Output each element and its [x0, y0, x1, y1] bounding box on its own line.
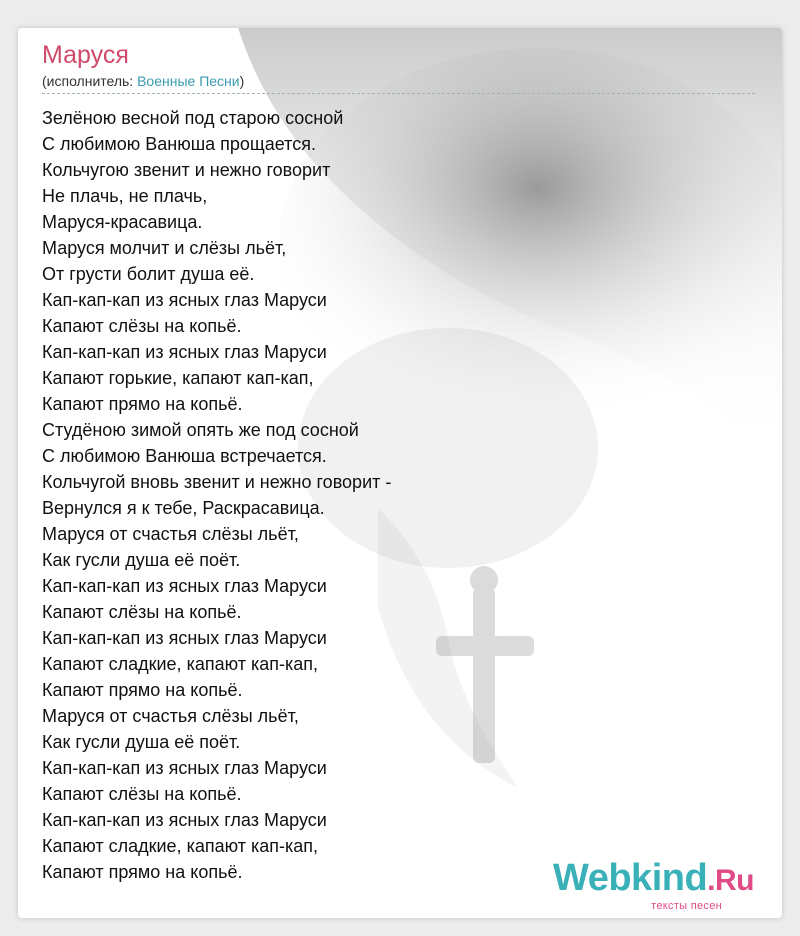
- lyric-line: С любимою Ванюша встречается.: [42, 446, 327, 466]
- lyric-line: Зелёною весной под старою сосной: [42, 108, 344, 128]
- logo-wordmark: [553, 859, 754, 900]
- lyric-line: Капают слёзы на копьё.: [42, 602, 242, 622]
- lyric-line: Капают сладкие, капают кап-кап,: [42, 836, 319, 856]
- lyric-line: Вернулся я к тебе, Раскрасавица.: [42, 498, 325, 518]
- site-logo[interactable]: [553, 859, 754, 912]
- lyric-line: Маруся от счастья слёзы льёт,: [42, 524, 299, 544]
- lyric-line: Как гусли душа её поёт.: [42, 550, 241, 570]
- lyric-line: Студёною зимой опять же под сосной: [42, 420, 359, 440]
- performer-suffix: ): [239, 73, 245, 89]
- lyric-line: Капают прямо на копьё.: [42, 394, 243, 414]
- lyric-line: Капают слёзы на копьё.: [42, 316, 242, 336]
- lyric-line: Маруся от счастья слёзы льёт,: [42, 706, 299, 726]
- logo-main-text: Webkind: [553, 857, 708, 899]
- lyric-line: Кольчугой вновь звенит и нежно говорит -: [42, 472, 392, 492]
- lyric-line: С любимою Ванюша прощается.: [42, 134, 316, 154]
- logo-tld: .Ru: [707, 864, 754, 897]
- lyric-line: Кап-кап-кап из ясных глаз Маруси: [42, 758, 327, 778]
- lyric-line: Капают слёзы на копьё.: [42, 784, 242, 804]
- lyric-line: Капают сладкие, капают кап-кап,: [42, 654, 319, 674]
- lyric-line: Капают прямо на копьё.: [42, 680, 243, 700]
- performer-prefix: (исполнитель:: [42, 73, 138, 89]
- lyric-line: Кап-кап-кап из ясных глаз Маруси: [42, 342, 327, 362]
- lyric-line: Кап-кап-кап из ясных глаз Маруси: [42, 576, 327, 596]
- lyric-line: Кап-кап-кап из ясных глаз Маруси: [42, 290, 327, 310]
- lyrics-card: [18, 28, 782, 918]
- lyrics-text: [42, 105, 758, 885]
- song-title: Маруся: [42, 41, 129, 69]
- lyric-line: Кап-кап-кап из ясных глаз Маруси: [42, 628, 327, 648]
- lyric-line: Кольчугою звенит и нежно говорит: [42, 160, 331, 180]
- lyric-line: Капают прямо на копьё.: [42, 862, 243, 882]
- performer-link[interactable]: Военные Песни: [137, 73, 240, 89]
- lyric-line: Как гусли душа её поёт.: [42, 732, 241, 752]
- lyric-line: Маруся-красавица.: [42, 212, 203, 232]
- performer-line: [42, 72, 755, 94]
- lyric-line: Маруся молчит и слёзы льёт,: [42, 238, 287, 258]
- logo-tagline: тексты песен: [651, 900, 722, 912]
- lyric-line: Капают горькие, капают кап-кап,: [42, 368, 314, 388]
- lyric-line: От грусти болит душа её.: [42, 264, 255, 284]
- lyric-line: Кап-кап-кап из ясных глаз Маруси: [42, 810, 327, 830]
- lyric-line: Не плачь, не плачь,: [42, 186, 208, 206]
